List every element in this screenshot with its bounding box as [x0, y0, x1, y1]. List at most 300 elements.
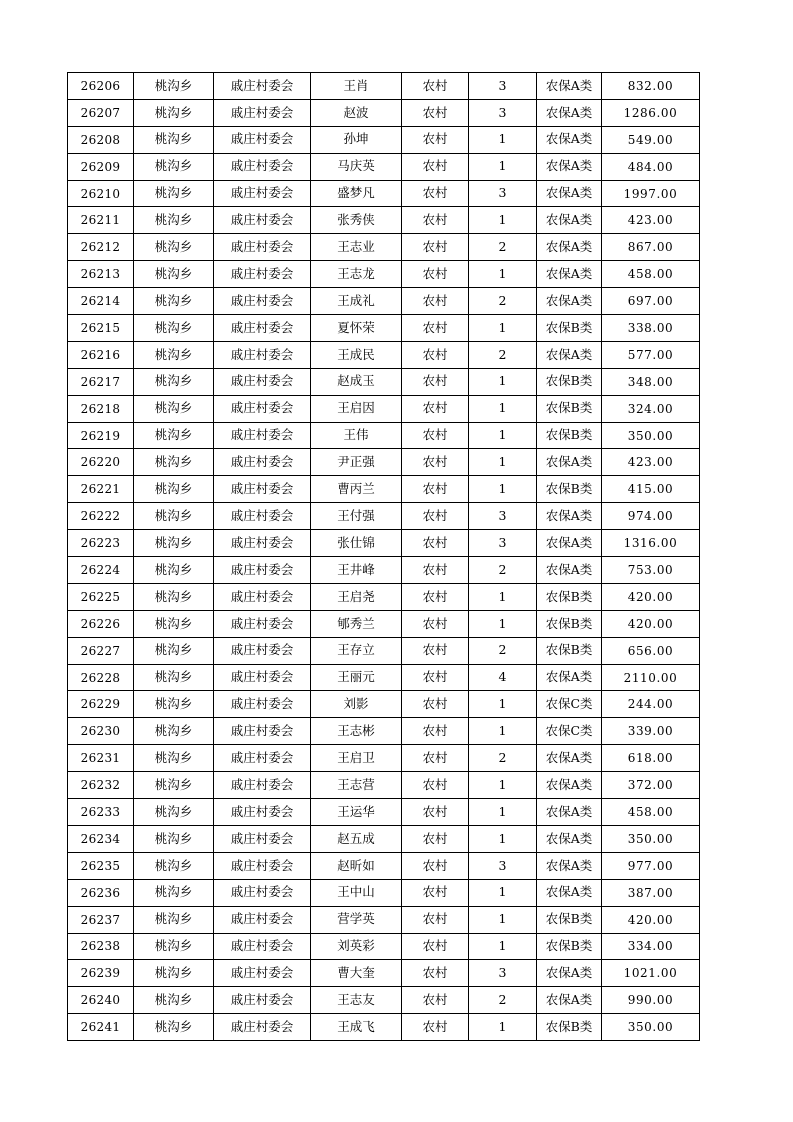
township-cell: 桃沟乡 [134, 906, 214, 933]
name-cell: 曹丙兰 [311, 476, 402, 503]
area-type-cell: 农村 [402, 449, 469, 476]
township-cell: 桃沟乡 [134, 315, 214, 342]
township-cell: 桃沟乡 [134, 180, 214, 207]
household-count-cell: 1 [469, 906, 537, 933]
table-row [68, 368, 700, 395]
table-row [68, 583, 700, 610]
household-count-cell: 2 [469, 745, 537, 772]
name-cell: 夏怀荣 [311, 315, 402, 342]
insurance-category-cell: 农保C类 [537, 691, 602, 718]
table-row [68, 126, 700, 153]
amount-cell: 334.00 [602, 933, 700, 960]
name-cell: 王启尧 [311, 583, 402, 610]
township-cell: 桃沟乡 [134, 745, 214, 772]
id-cell: 26208 [68, 126, 134, 153]
insurance-category-cell: 农保A类 [537, 503, 602, 530]
table-row [68, 610, 700, 637]
area-type-cell: 农村 [402, 180, 469, 207]
insurance-category-cell: 农保B类 [537, 906, 602, 933]
village-committee-cell: 戚庄村委会 [214, 126, 311, 153]
township-cell: 桃沟乡 [134, 583, 214, 610]
area-type-cell: 农村 [402, 825, 469, 852]
amount-cell: 423.00 [602, 449, 700, 476]
township-cell: 桃沟乡 [134, 718, 214, 745]
table-row [68, 395, 700, 422]
id-cell: 26221 [68, 476, 134, 503]
township-cell: 桃沟乡 [134, 557, 214, 584]
table-row [68, 341, 700, 368]
insurance-category-cell: 农保B类 [537, 1014, 602, 1041]
table-row [68, 234, 700, 261]
id-cell: 26218 [68, 395, 134, 422]
name-cell: 王志营 [311, 772, 402, 799]
table-row [68, 180, 700, 207]
table-row [68, 476, 700, 503]
insurance-category-cell: 农保A类 [537, 234, 602, 261]
area-type-cell: 农村 [402, 691, 469, 718]
village-committee-cell: 戚庄村委会 [214, 987, 311, 1014]
township-cell: 桃沟乡 [134, 825, 214, 852]
village-committee-cell: 戚庄村委会 [214, 557, 311, 584]
table-body [68, 73, 700, 1041]
name-cell: 马庆英 [311, 153, 402, 180]
household-count-cell: 3 [469, 99, 537, 126]
household-count-cell: 3 [469, 852, 537, 879]
insurance-category-cell: 农保A类 [537, 664, 602, 691]
id-cell: 26228 [68, 664, 134, 691]
village-committee-cell: 戚庄村委会 [214, 718, 311, 745]
area-type-cell: 农村 [402, 530, 469, 557]
village-committee-cell: 戚庄村委会 [214, 73, 311, 100]
village-committee-cell: 戚庄村委会 [214, 476, 311, 503]
household-count-cell: 2 [469, 557, 537, 584]
household-count-cell: 1 [469, 422, 537, 449]
area-type-cell: 农村 [402, 73, 469, 100]
name-cell: 王志友 [311, 987, 402, 1014]
insurance-category-cell: 农保A类 [537, 825, 602, 852]
area-type-cell: 农村 [402, 476, 469, 503]
table-row [68, 906, 700, 933]
insurance-category-cell: 农保B类 [537, 610, 602, 637]
area-type-cell: 农村 [402, 99, 469, 126]
insurance-category-cell: 农保B类 [537, 368, 602, 395]
amount-cell: 350.00 [602, 825, 700, 852]
amount-cell: 549.00 [602, 126, 700, 153]
id-cell: 26206 [68, 73, 134, 100]
household-count-cell: 2 [469, 341, 537, 368]
name-cell: 赵五成 [311, 825, 402, 852]
area-type-cell: 农村 [402, 772, 469, 799]
household-count-cell: 1 [469, 126, 537, 153]
village-committee-cell: 戚庄村委会 [214, 879, 311, 906]
area-type-cell: 农村 [402, 879, 469, 906]
name-cell: 郇秀兰 [311, 610, 402, 637]
township-cell: 桃沟乡 [134, 476, 214, 503]
id-cell: 26225 [68, 583, 134, 610]
amount-cell: 753.00 [602, 557, 700, 584]
name-cell: 王中山 [311, 879, 402, 906]
amount-cell: 338.00 [602, 315, 700, 342]
amount-cell: 350.00 [602, 1014, 700, 1041]
insurance-category-cell: 农保B类 [537, 395, 602, 422]
household-count-cell: 1 [469, 718, 537, 745]
village-committee-cell: 戚庄村委会 [214, 341, 311, 368]
table-row [68, 1014, 700, 1041]
id-cell: 26207 [68, 99, 134, 126]
township-cell: 桃沟乡 [134, 153, 214, 180]
township-cell: 桃沟乡 [134, 234, 214, 261]
name-cell: 王志彬 [311, 718, 402, 745]
id-cell: 26211 [68, 207, 134, 234]
area-type-cell: 农村 [402, 960, 469, 987]
area-type-cell: 农村 [402, 315, 469, 342]
name-cell: 王成民 [311, 341, 402, 368]
village-committee-cell: 戚庄村委会 [214, 180, 311, 207]
name-cell: 曹大奎 [311, 960, 402, 987]
table-row [68, 799, 700, 826]
table-row [68, 503, 700, 530]
insurance-category-cell: 农保A类 [537, 288, 602, 315]
name-cell: 王伟 [311, 422, 402, 449]
insurance-category-cell: 农保A类 [537, 99, 602, 126]
township-cell: 桃沟乡 [134, 341, 214, 368]
village-committee-cell: 戚庄村委会 [214, 664, 311, 691]
household-count-cell: 1 [469, 933, 537, 960]
township-cell: 桃沟乡 [134, 637, 214, 664]
id-cell: 26209 [68, 153, 134, 180]
table-row [68, 637, 700, 664]
data-table [67, 72, 700, 1041]
village-committee-cell: 戚庄村委会 [214, 637, 311, 664]
township-cell: 桃沟乡 [134, 99, 214, 126]
insurance-category-cell: 农保A类 [537, 530, 602, 557]
insurance-category-cell: 农保A类 [537, 772, 602, 799]
amount-cell: 423.00 [602, 207, 700, 234]
village-committee-cell: 戚庄村委会 [214, 933, 311, 960]
name-cell: 王启因 [311, 395, 402, 422]
id-cell: 26236 [68, 879, 134, 906]
village-committee-cell: 戚庄村委会 [214, 449, 311, 476]
village-committee-cell: 戚庄村委会 [214, 691, 311, 718]
township-cell: 桃沟乡 [134, 503, 214, 530]
household-count-cell: 1 [469, 583, 537, 610]
name-cell: 刘英彩 [311, 933, 402, 960]
id-cell: 26220 [68, 449, 134, 476]
id-cell: 26210 [68, 180, 134, 207]
table-row [68, 960, 700, 987]
area-type-cell: 农村 [402, 583, 469, 610]
name-cell: 赵昕如 [311, 852, 402, 879]
id-cell: 26239 [68, 960, 134, 987]
village-committee-cell: 戚庄村委会 [214, 960, 311, 987]
name-cell: 营学英 [311, 906, 402, 933]
name-cell: 王成礼 [311, 288, 402, 315]
name-cell: 盛梦凡 [311, 180, 402, 207]
township-cell: 桃沟乡 [134, 691, 214, 718]
household-count-cell: 3 [469, 503, 537, 530]
village-committee-cell: 戚庄村委会 [214, 583, 311, 610]
village-committee-cell: 戚庄村委会 [214, 745, 311, 772]
household-count-cell: 3 [469, 73, 537, 100]
insurance-category-cell: 农保A类 [537, 153, 602, 180]
insurance-category-cell: 农保A类 [537, 207, 602, 234]
insurance-category-cell: 农保A类 [537, 449, 602, 476]
name-cell: 王丽元 [311, 664, 402, 691]
area-type-cell: 农村 [402, 153, 469, 180]
area-type-cell: 农村 [402, 395, 469, 422]
area-type-cell: 农村 [402, 234, 469, 261]
village-committee-cell: 戚庄村委会 [214, 99, 311, 126]
id-cell: 26241 [68, 1014, 134, 1041]
area-type-cell: 农村 [402, 799, 469, 826]
village-committee-cell: 戚庄村委会 [214, 261, 311, 288]
id-cell: 26216 [68, 341, 134, 368]
insurance-category-cell: 农保A类 [537, 126, 602, 153]
insurance-category-cell: 农保A类 [537, 180, 602, 207]
village-committee-cell: 戚庄村委会 [214, 1014, 311, 1041]
table-row [68, 879, 700, 906]
area-type-cell: 农村 [402, 368, 469, 395]
insurance-category-cell: 农保A类 [537, 879, 602, 906]
id-cell: 26215 [68, 315, 134, 342]
household-count-cell: 1 [469, 610, 537, 637]
area-type-cell: 农村 [402, 906, 469, 933]
name-cell: 孙坤 [311, 126, 402, 153]
area-type-cell: 农村 [402, 987, 469, 1014]
id-cell: 26222 [68, 503, 134, 530]
name-cell: 赵波 [311, 99, 402, 126]
name-cell: 王付强 [311, 503, 402, 530]
township-cell: 桃沟乡 [134, 395, 214, 422]
table-row [68, 315, 700, 342]
table-row [68, 449, 700, 476]
id-cell: 26226 [68, 610, 134, 637]
township-cell: 桃沟乡 [134, 1014, 214, 1041]
township-cell: 桃沟乡 [134, 288, 214, 315]
id-cell: 26230 [68, 718, 134, 745]
township-cell: 桃沟乡 [134, 73, 214, 100]
id-cell: 26217 [68, 368, 134, 395]
id-cell: 26234 [68, 825, 134, 852]
village-committee-cell: 戚庄村委会 [214, 772, 311, 799]
area-type-cell: 农村 [402, 610, 469, 637]
household-count-cell: 4 [469, 664, 537, 691]
household-count-cell: 1 [469, 476, 537, 503]
village-committee-cell: 戚庄村委会 [214, 825, 311, 852]
township-cell: 桃沟乡 [134, 449, 214, 476]
insurance-category-cell: 农保A类 [537, 799, 602, 826]
amount-cell: 656.00 [602, 637, 700, 664]
insurance-category-cell: 农保A类 [537, 852, 602, 879]
village-committee-cell: 戚庄村委会 [214, 368, 311, 395]
area-type-cell: 农村 [402, 503, 469, 530]
id-cell: 26214 [68, 288, 134, 315]
insurance-category-cell: 农保A类 [537, 745, 602, 772]
insurance-category-cell: 农保A类 [537, 261, 602, 288]
township-cell: 桃沟乡 [134, 530, 214, 557]
amount-cell: 420.00 [602, 610, 700, 637]
table-row [68, 987, 700, 1014]
township-cell: 桃沟乡 [134, 207, 214, 234]
name-cell: 赵成玉 [311, 368, 402, 395]
township-cell: 桃沟乡 [134, 879, 214, 906]
household-count-cell: 2 [469, 288, 537, 315]
table-row [68, 261, 700, 288]
household-count-cell: 1 [469, 207, 537, 234]
insurance-category-cell: 农保A类 [537, 557, 602, 584]
id-cell: 26235 [68, 852, 134, 879]
amount-cell: 2110.00 [602, 664, 700, 691]
household-count-cell: 1 [469, 368, 537, 395]
insurance-category-cell: 农保A类 [537, 987, 602, 1014]
amount-cell: 577.00 [602, 341, 700, 368]
amount-cell: 832.00 [602, 73, 700, 100]
township-cell: 桃沟乡 [134, 852, 214, 879]
table-row [68, 99, 700, 126]
name-cell: 王肖 [311, 73, 402, 100]
household-count-cell: 1 [469, 315, 537, 342]
insurance-category-cell: 农保B类 [537, 637, 602, 664]
amount-cell: 324.00 [602, 395, 700, 422]
name-cell: 王井峰 [311, 557, 402, 584]
table-row [68, 718, 700, 745]
township-cell: 桃沟乡 [134, 368, 214, 395]
township-cell: 桃沟乡 [134, 987, 214, 1014]
area-type-cell: 农村 [402, 422, 469, 449]
id-cell: 26240 [68, 987, 134, 1014]
name-cell: 张仕锦 [311, 530, 402, 557]
household-count-cell: 3 [469, 530, 537, 557]
household-count-cell: 1 [469, 1014, 537, 1041]
amount-cell: 1286.00 [602, 99, 700, 126]
insurance-category-cell: 农保B类 [537, 933, 602, 960]
id-cell: 26213 [68, 261, 134, 288]
village-committee-cell: 戚庄村委会 [214, 799, 311, 826]
name-cell: 王存立 [311, 637, 402, 664]
amount-cell: 244.00 [602, 691, 700, 718]
amount-cell: 372.00 [602, 772, 700, 799]
amount-cell: 415.00 [602, 476, 700, 503]
id-cell: 26231 [68, 745, 134, 772]
amount-cell: 867.00 [602, 234, 700, 261]
amount-cell: 420.00 [602, 583, 700, 610]
id-cell: 26227 [68, 637, 134, 664]
amount-cell: 1997.00 [602, 180, 700, 207]
id-cell: 26219 [68, 422, 134, 449]
area-type-cell: 农村 [402, 718, 469, 745]
table-row [68, 664, 700, 691]
table-row [68, 772, 700, 799]
village-committee-cell: 戚庄村委会 [214, 288, 311, 315]
household-count-cell: 1 [469, 395, 537, 422]
id-cell: 26223 [68, 530, 134, 557]
amount-cell: 697.00 [602, 288, 700, 315]
area-type-cell: 农村 [402, 126, 469, 153]
name-cell: 王运华 [311, 799, 402, 826]
table-row [68, 73, 700, 100]
name-cell: 王志业 [311, 234, 402, 261]
insurance-category-cell: 农保C类 [537, 718, 602, 745]
insurance-category-cell: 农保A类 [537, 960, 602, 987]
area-type-cell: 农村 [402, 288, 469, 315]
township-cell: 桃沟乡 [134, 261, 214, 288]
household-count-cell: 1 [469, 879, 537, 906]
table-row [68, 557, 700, 584]
id-cell: 26232 [68, 772, 134, 799]
village-committee-cell: 戚庄村委会 [214, 207, 311, 234]
amount-cell: 1021.00 [602, 960, 700, 987]
id-cell: 26238 [68, 933, 134, 960]
insurance-category-cell: 农保B类 [537, 583, 602, 610]
area-type-cell: 农村 [402, 1014, 469, 1041]
township-cell: 桃沟乡 [134, 933, 214, 960]
township-cell: 桃沟乡 [134, 610, 214, 637]
township-cell: 桃沟乡 [134, 664, 214, 691]
area-type-cell: 农村 [402, 341, 469, 368]
household-count-cell: 1 [469, 772, 537, 799]
township-cell: 桃沟乡 [134, 799, 214, 826]
amount-cell: 458.00 [602, 261, 700, 288]
household-count-cell: 1 [469, 825, 537, 852]
amount-cell: 484.00 [602, 153, 700, 180]
table-row [68, 288, 700, 315]
id-cell: 26229 [68, 691, 134, 718]
id-cell: 26237 [68, 906, 134, 933]
area-type-cell: 农村 [402, 557, 469, 584]
area-type-cell: 农村 [402, 261, 469, 288]
area-type-cell: 农村 [402, 664, 469, 691]
amount-cell: 974.00 [602, 503, 700, 530]
table-row [68, 530, 700, 557]
household-count-cell: 1 [469, 691, 537, 718]
name-cell: 王启卫 [311, 745, 402, 772]
amount-cell: 420.00 [602, 906, 700, 933]
insurance-category-cell: 农保B类 [537, 476, 602, 503]
village-committee-cell: 戚庄村委会 [214, 906, 311, 933]
amount-cell: 339.00 [602, 718, 700, 745]
township-cell: 桃沟乡 [134, 126, 214, 153]
area-type-cell: 农村 [402, 933, 469, 960]
table-row [68, 852, 700, 879]
area-type-cell: 农村 [402, 207, 469, 234]
household-count-cell: 2 [469, 234, 537, 261]
household-count-cell: 1 [469, 153, 537, 180]
township-cell: 桃沟乡 [134, 422, 214, 449]
amount-cell: 618.00 [602, 745, 700, 772]
village-committee-cell: 戚庄村委会 [214, 530, 311, 557]
amount-cell: 1316.00 [602, 530, 700, 557]
name-cell: 尹正强 [311, 449, 402, 476]
amount-cell: 977.00 [602, 852, 700, 879]
table-row [68, 153, 700, 180]
area-type-cell: 农村 [402, 852, 469, 879]
insurance-category-cell: 农保A类 [537, 341, 602, 368]
amount-cell: 387.00 [602, 879, 700, 906]
township-cell: 桃沟乡 [134, 772, 214, 799]
id-cell: 26212 [68, 234, 134, 261]
insurance-category-cell: 农保B类 [537, 422, 602, 449]
table-row [68, 422, 700, 449]
village-committee-cell: 戚庄村委会 [214, 852, 311, 879]
insurance-category-cell: 农保A类 [537, 73, 602, 100]
amount-cell: 990.00 [602, 987, 700, 1014]
table-row [68, 825, 700, 852]
household-count-cell: 2 [469, 987, 537, 1014]
name-cell: 张秀侠 [311, 207, 402, 234]
village-committee-cell: 戚庄村委会 [214, 422, 311, 449]
village-committee-cell: 戚庄村委会 [214, 610, 311, 637]
household-count-cell: 1 [469, 799, 537, 826]
